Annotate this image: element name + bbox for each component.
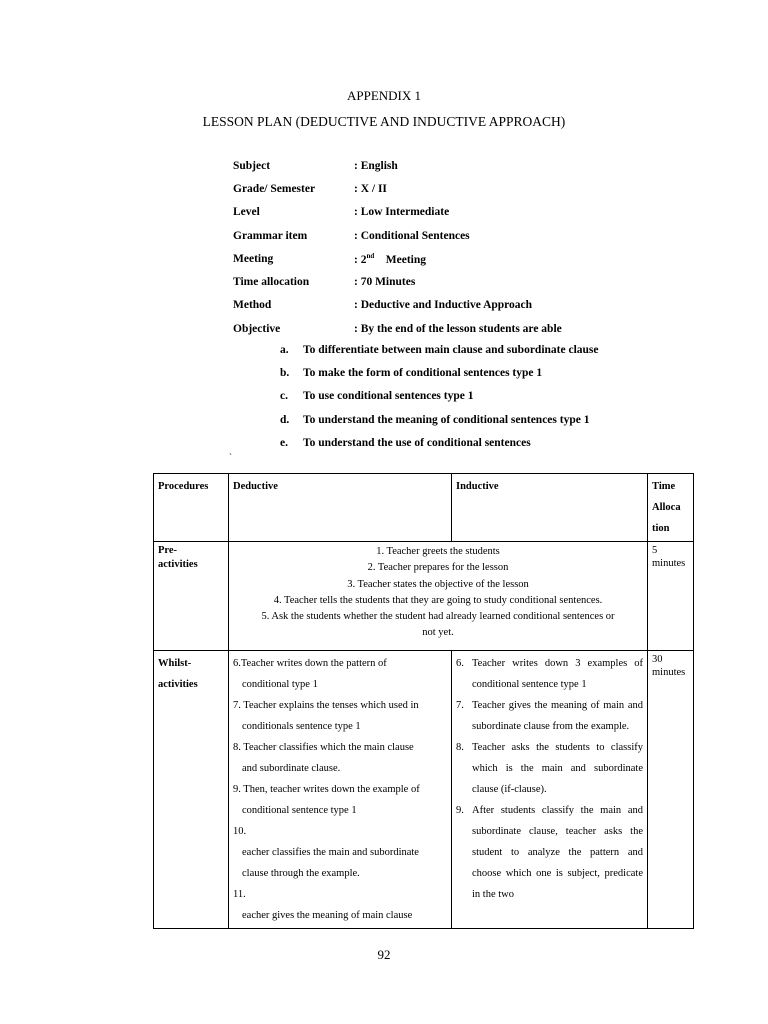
deductive-step <box>233 695 447 737</box>
pre-step: 2. Teacher prepares for the lesson <box>367 562 509 574</box>
pre-activities-time <box>648 542 694 651</box>
objective-marker: a. <box>280 343 289 356</box>
whilst-activities-row <box>154 650 694 928</box>
pre-step: 1. Teacher greets the students <box>376 546 500 557</box>
info-value: : X / II <box>354 182 387 195</box>
header-time-line: tion <box>652 523 670 534</box>
objective-item <box>280 385 700 408</box>
step-continuation: conditional type 1 <box>242 678 318 690</box>
appendix-heading: APPENDIX 1 <box>346 88 422 103</box>
label-line: activities <box>158 678 198 690</box>
lesson-info <box>233 154 703 340</box>
info-label: Level <box>233 206 260 219</box>
pre-activities-row <box>154 542 694 651</box>
lesson-plan-table <box>153 473 694 929</box>
time-unit: minutes <box>652 558 686 569</box>
step-number: 9. <box>456 804 464 816</box>
deductive-step <box>233 821 447 863</box>
inductive-step <box>456 737 643 800</box>
step-continuation: eacher gives the meaning of main clause <box>242 909 413 921</box>
pre-step: not yet. <box>422 627 454 639</box>
objective-item <box>280 361 700 384</box>
step-first-line: 10. <box>233 825 247 837</box>
time-value: 5 <box>652 545 658 556</box>
info-label: Grade/ Semester <box>233 182 316 195</box>
objective-marker: c. <box>280 390 288 403</box>
step-continuation: conditional sentence type 1 <box>242 804 357 816</box>
step-text: After students classify the main and subordinate clause, teacher asks the student to analyze the pattern and choose which one is subject, predicate in the two <box>472 804 643 900</box>
pre-activities-label <box>154 542 229 651</box>
step-first-line: 9. Then, teacher writes down the example of <box>233 783 420 795</box>
deductive-step <box>233 884 447 926</box>
info-label: Time allocation <box>233 276 310 289</box>
info-label: Method <box>233 299 272 312</box>
whilst-activities-time <box>648 650 694 928</box>
inductive-step <box>456 695 643 737</box>
info-row-meeting <box>233 247 703 270</box>
step-first-line: 7. Teacher explains the tenses which used in <box>233 699 419 711</box>
info-value <box>354 252 703 266</box>
pre-step: 5. Ask the students whether the student had already learned conditional sentences or <box>261 611 615 623</box>
objective-item <box>280 408 700 431</box>
step-first-line: 11. <box>233 888 246 900</box>
info-row-grade <box>233 177 703 200</box>
step-text: Teacher gives the meaning of main and subordinate clause from the example. <box>472 699 643 732</box>
step-first-line: 8. Teacher classifies which the main clause <box>233 741 414 753</box>
objective-text: To understand the use of conditional sentences <box>303 436 531 449</box>
info-value: : English <box>354 159 398 172</box>
deductive-step <box>233 779 447 821</box>
pre-step: 4. Teacher tells the students that they are going to study conditional sentences. <box>273 594 603 606</box>
lesson-plan-title: LESSON PLAN (DEDUCTIVE AND INDUCTIVE APPROACH) <box>202 114 566 129</box>
pre-activities-steps <box>229 542 648 651</box>
meeting-ordinal: nd <box>366 251 375 260</box>
meeting-number: : 2 <box>354 253 367 266</box>
step-text: Teacher writes down 3 examples of conditional sentence type 1 <box>472 657 643 690</box>
info-row-objective <box>233 317 703 340</box>
info-label: Meeting <box>233 252 274 265</box>
objectives-list <box>280 338 700 454</box>
objective-text: To understand the meaning of conditional sentences type 1 <box>303 413 590 426</box>
info-value: : 70 Minutes <box>354 276 416 289</box>
page-number: 92 <box>377 947 391 962</box>
whilst-inductive-steps <box>452 650 648 928</box>
header-inductive: Inductive <box>452 474 648 542</box>
step-first-line: 6.Teacher writes down the pattern of <box>233 657 387 669</box>
deductive-step <box>233 737 447 779</box>
whilst-deductive-steps <box>229 650 452 928</box>
step-text: Teacher asks the students to classify which is the main and subordinate clause (if-clause). <box>472 741 643 795</box>
info-value: : Conditional Sentences <box>354 229 470 242</box>
whilst-activities-label <box>154 650 229 928</box>
info-value: : By the end of the lesson students are able <box>354 322 562 335</box>
info-value: : Low Intermediate <box>354 206 450 219</box>
objective-text: To differentiate between main clause and subordinate clause <box>303 343 599 356</box>
info-row-method <box>233 294 703 317</box>
info-value: : Deductive and Inductive Approach <box>354 299 533 312</box>
time-value: 30 <box>652 653 663 665</box>
step-continuation: eacher classifies the main and subordinate <box>242 846 419 858</box>
header-deductive: Deductive <box>229 474 452 542</box>
header-procedures: Procedures <box>154 474 229 542</box>
info-row-grammar <box>233 224 703 247</box>
info-row-level <box>233 201 703 224</box>
objective-marker: d. <box>280 413 290 426</box>
deductive-step <box>233 863 447 884</box>
objective-text: To make the form of conditional sentences type 1 <box>303 366 543 379</box>
label-line: activities <box>158 559 198 570</box>
header-time-allocation <box>648 474 694 542</box>
pre-step: 3. Teacher states the objective of the lesson <box>347 578 529 590</box>
label-line: Whilst- <box>158 657 192 669</box>
objective-text: To use conditional sentences type 1 <box>303 390 474 403</box>
objective-item <box>280 431 700 454</box>
header-time-line: Time <box>652 481 676 492</box>
info-label: Grammar item <box>233 229 308 242</box>
time-unit: minutes <box>652 666 686 678</box>
objective-marker: e. <box>280 436 288 449</box>
table-header-row <box>154 474 694 542</box>
step-continuation: conditionals sentence type 1 <box>242 720 361 732</box>
step-continuation: and subordinate clause. <box>242 762 341 774</box>
meeting-word: Meeting <box>385 253 426 266</box>
info-label: Subject <box>233 159 271 172</box>
inductive-step <box>456 653 643 695</box>
header-time-line: Alloca <box>652 502 681 513</box>
info-row-time <box>233 270 703 293</box>
info-label: Objective <box>233 322 281 335</box>
info-row-subject <box>233 154 703 177</box>
step-number: 7. <box>456 699 464 711</box>
step-number: 6. <box>456 657 464 669</box>
objective-marker: b. <box>280 366 290 379</box>
label-line: Pre- <box>158 545 178 556</box>
stray-mark: ` <box>229 452 232 462</box>
inductive-step <box>456 800 643 905</box>
deductive-step <box>233 653 447 695</box>
objective-item <box>280 338 700 361</box>
step-continuation: clause through the example. <box>242 867 360 879</box>
step-number: 8. <box>456 741 464 753</box>
